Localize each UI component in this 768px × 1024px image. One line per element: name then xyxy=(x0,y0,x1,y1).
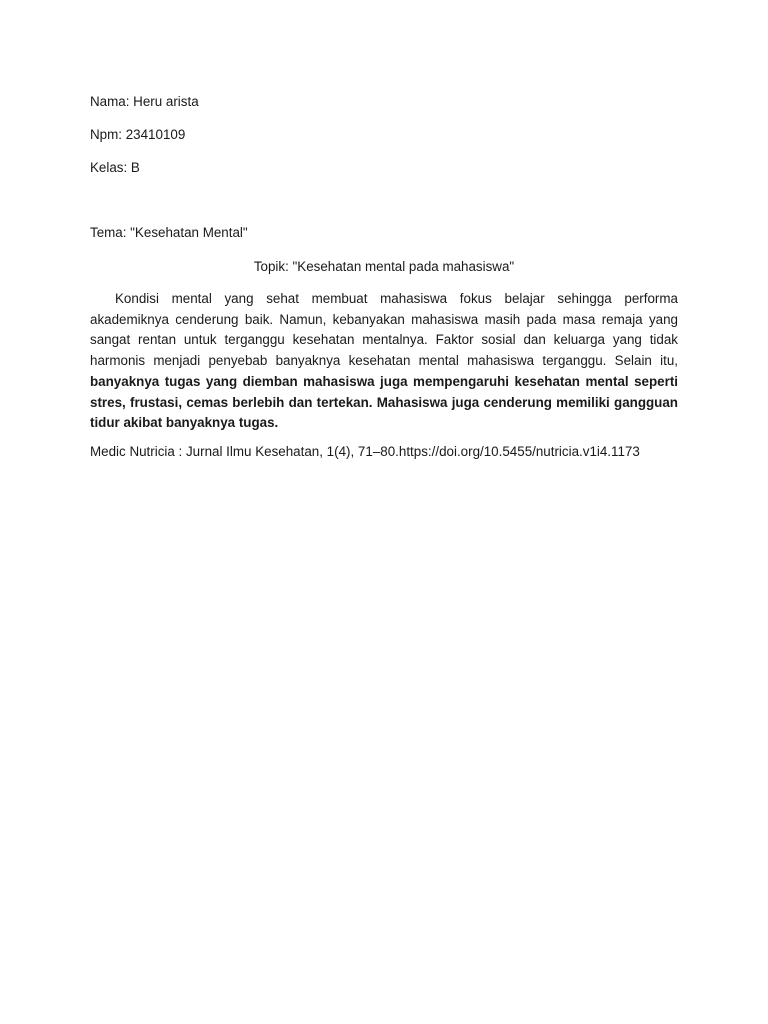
student-class: Kelas: B xyxy=(90,160,140,175)
reference-citation: Medic Nutricia : Jurnal Ilmu Kesehatan, 1(4), 71–80.https://doi.org/10.5455/nutricia.v1i4.1173 xyxy=(90,444,640,459)
student-name: Nama: Heru arista xyxy=(90,94,199,109)
theme-line: Tema: "Kesehatan Mental" xyxy=(90,225,248,240)
paragraph-normal-text: Kondisi mental yang sehat membuat mahasiswa fokus belajar sehingga performa akademiknya cenderung baik. Namun, kebanyakan mahasiswa masih pada masa remaja yang sangat rentan untuk terganggu kesehatan mentalnya. Faktor sosial dan keluarga yang tidak harmonis menjadi penyebab banyaknya kesehatan mental mahasiswa terganggu. Selain itu, xyxy=(90,291,678,369)
paragraph-bold-text: banyaknya tugas yang diemban mahasiswa juga mempengaruhi kesehatan mental seperti stres, frustasi, cemas berlebih dan tertekan. Mahasiswa juga cenderung memiliki gangguan tidur akibat banyaknya tugas. xyxy=(90,373,678,431)
body-paragraph xyxy=(90,289,678,434)
student-npm: Npm: 23410109 xyxy=(90,127,186,142)
topic-line: Topik: "Kesehatan mental pada mahasiswa" xyxy=(253,259,515,274)
